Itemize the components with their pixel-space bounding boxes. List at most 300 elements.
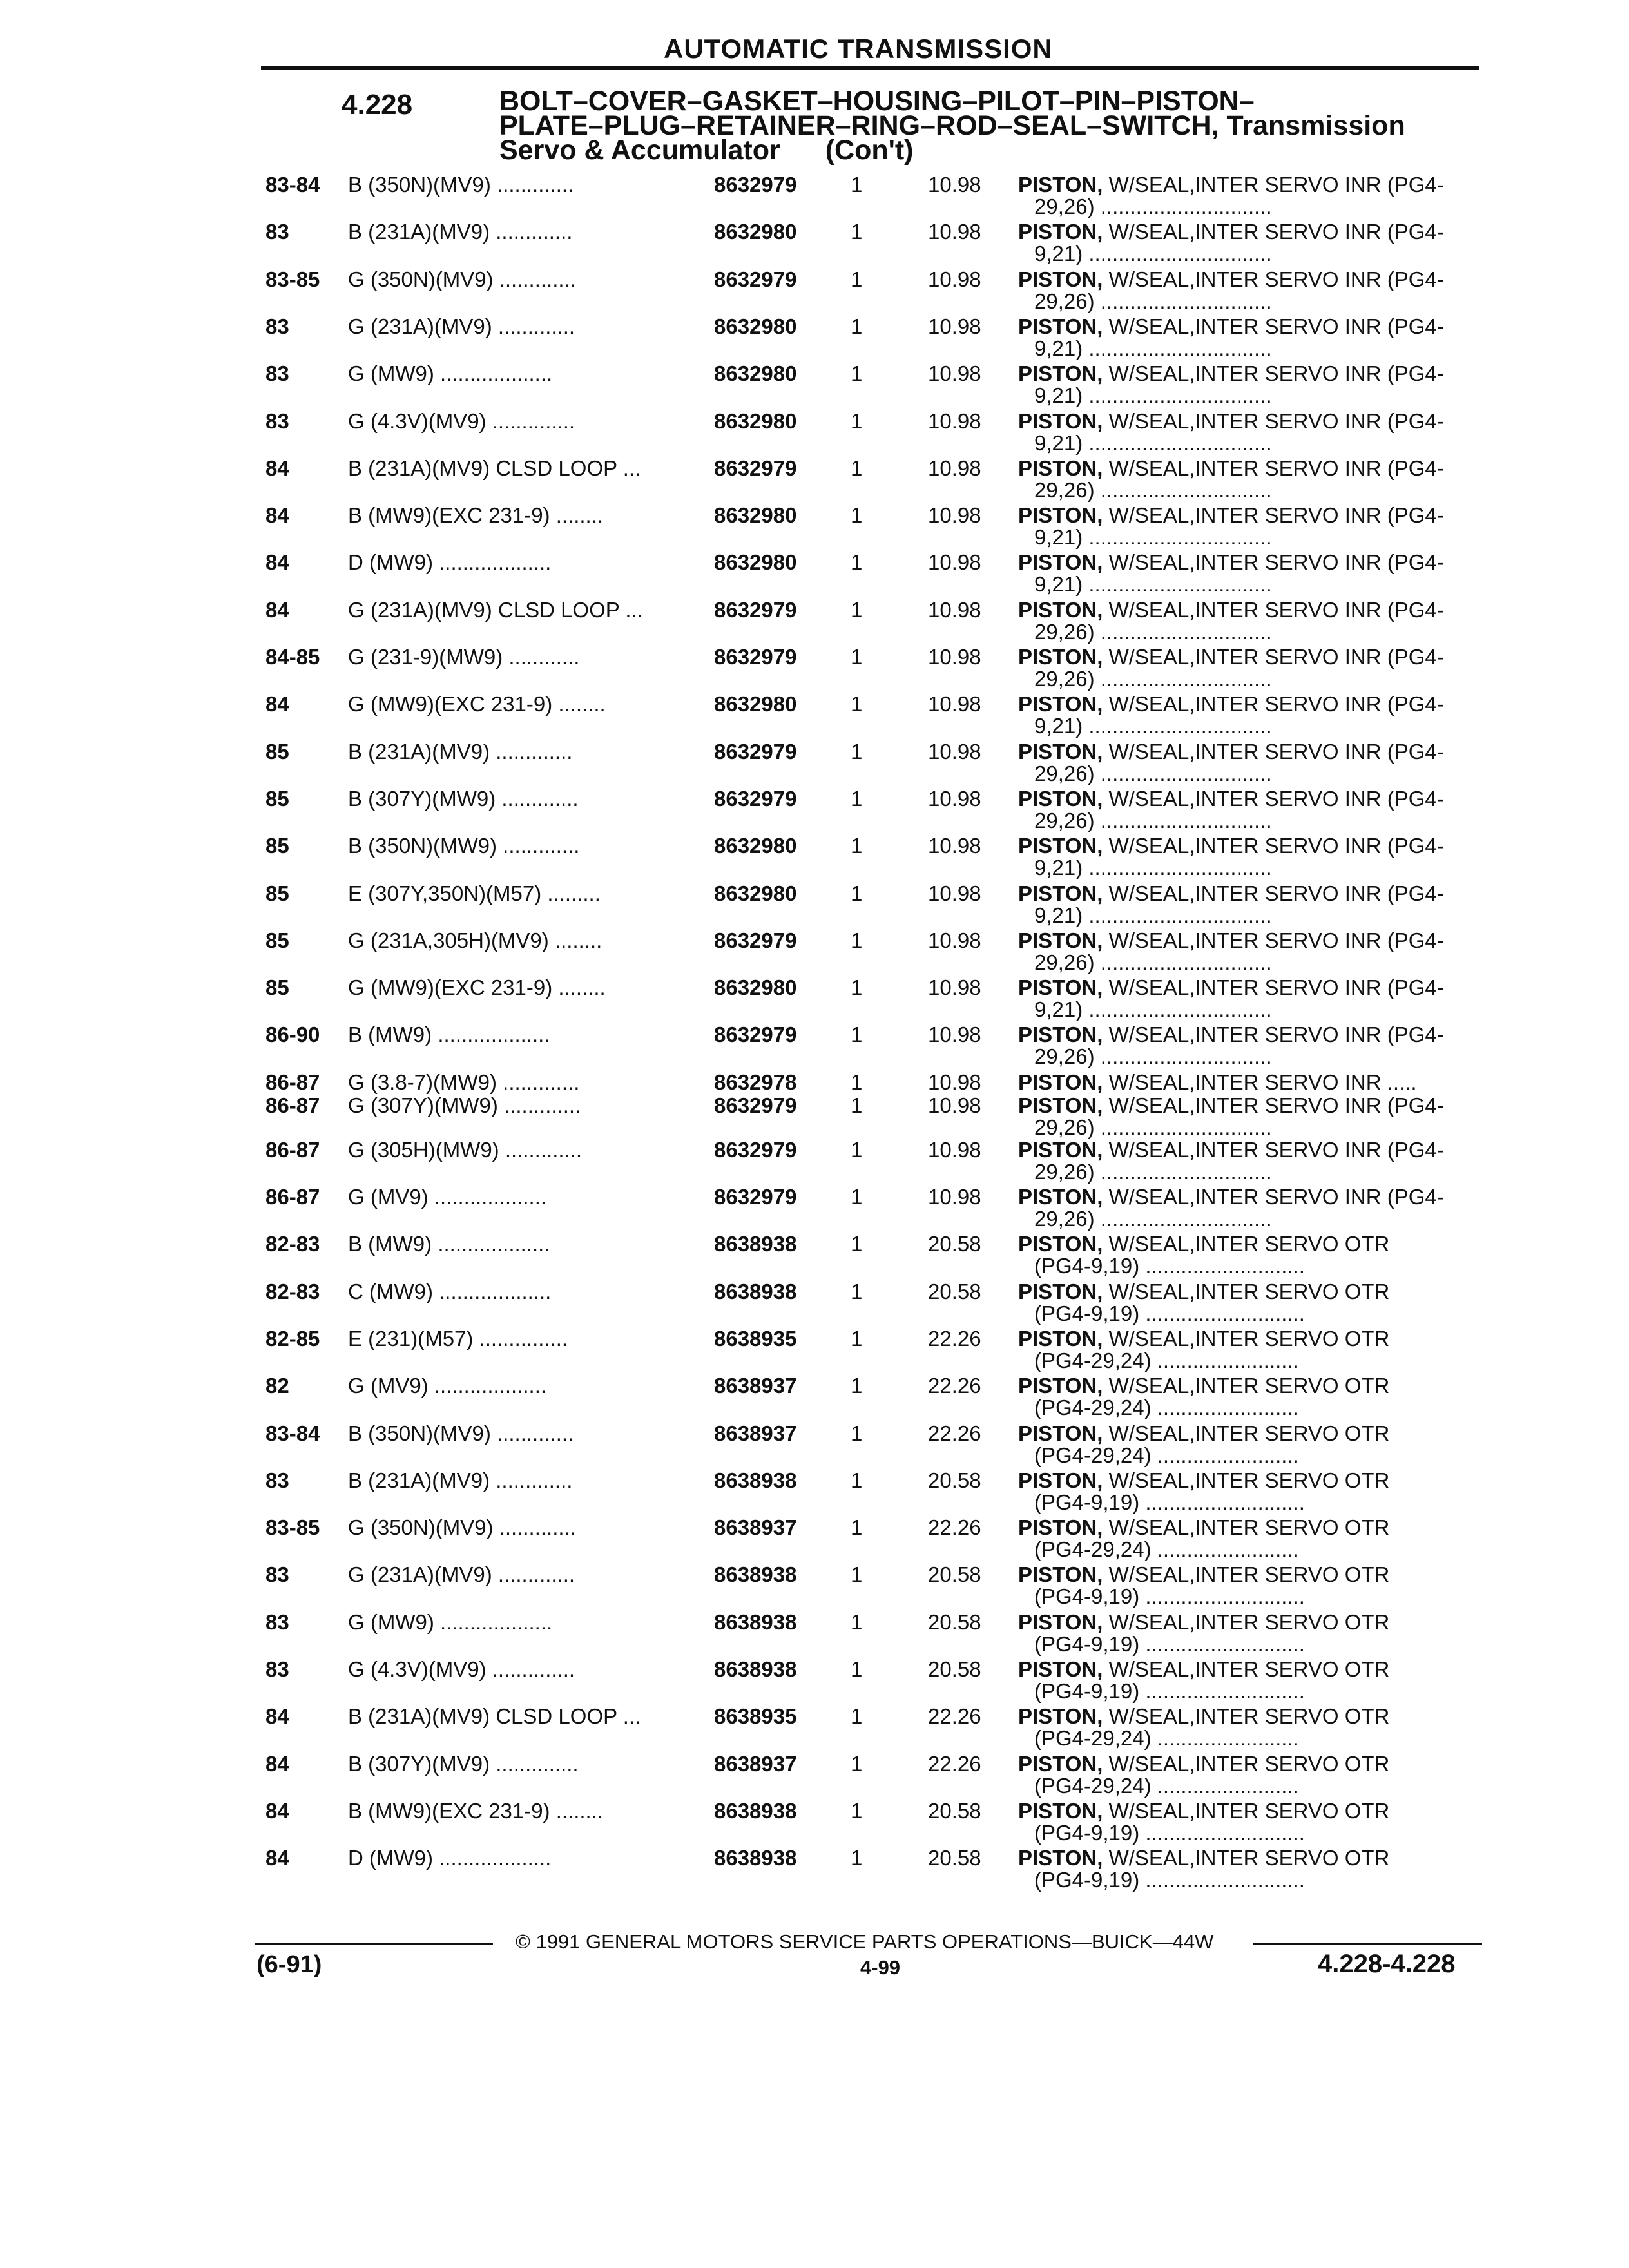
table-row: [0, 1468, 1629, 1514]
row-description-part-name: PISTON,: [1018, 1562, 1103, 1587]
row-description-part-name: PISTON,: [1018, 1374, 1103, 1398]
row-quantity: 1: [851, 173, 863, 197]
row-description: [1018, 1799, 1482, 1823]
row-part-number: 8638937: [714, 1515, 797, 1540]
row-description-part-name: PISTON,: [1018, 1023, 1103, 1047]
row-part-number: 8638938: [714, 1846, 797, 1870]
row-description-text: W/SEAL,INTER SERVO INR (PG4-: [1103, 645, 1444, 669]
row-description: [1018, 1468, 1482, 1493]
row-part-number: 8632980: [714, 692, 797, 716]
row-description: [1018, 1093, 1482, 1118]
row-description-text: W/SEAL,INTER SERVO OTR: [1103, 1232, 1390, 1256]
row-quantity: 1: [851, 645, 863, 669]
row-year: 84: [265, 1846, 289, 1870]
row-quantity: 1: [851, 1137, 863, 1162]
row-description-part-name: PISTON,: [1018, 408, 1103, 433]
row-year: 86-87: [265, 1185, 320, 1209]
row-description-text: W/SEAL,INTER SERVO INR (PG4-: [1103, 220, 1444, 244]
row-description-text: W/SEAL,INTER SERVO INR (PG4-: [1103, 361, 1444, 386]
row-description-part-name: PISTON,: [1018, 975, 1103, 1000]
row-description-part-name: PISTON,: [1018, 597, 1103, 622]
row-year: 84: [265, 503, 289, 528]
section-title-line3: Servo & Accumulator: [499, 135, 780, 166]
row-part-number: 8638935: [714, 1326, 797, 1350]
table-row: [0, 787, 1629, 832]
row-price: 10.98: [928, 834, 981, 858]
row-description: [1018, 975, 1482, 1000]
row-description-continued: (PG4-9,19) ...........................: [1034, 1820, 1305, 1845]
row-model: G (MV9) ...................: [348, 1185, 547, 1209]
row-price: 10.98: [928, 220, 981, 244]
row-description: [1018, 834, 1482, 858]
row-model: G (MW9) ...................: [348, 1610, 553, 1634]
row-description-part-name: PISTON,: [1018, 1704, 1103, 1729]
row-part-number: 8632980: [714, 408, 797, 433]
row-description: [1018, 787, 1482, 811]
table-row: [0, 361, 1629, 407]
row-price: 10.98: [928, 1070, 981, 1094]
row-description: [1018, 1138, 1482, 1162]
table-row: [0, 928, 1629, 974]
row-price: 10.98: [928, 786, 981, 811]
row-price: 22.26: [928, 1421, 981, 1445]
row-description: [1018, 173, 1482, 197]
row-model: G (307Y)(MW9) .............: [348, 1093, 581, 1117]
row-description-continued: (PG4-29,24) ........................: [1034, 1396, 1299, 1420]
row-description-part-name: PISTON,: [1018, 692, 1103, 716]
row-description-part-name: PISTON,: [1018, 1657, 1103, 1681]
row-price: 22.26: [928, 1704, 981, 1729]
row-price: 20.58: [928, 1657, 981, 1681]
row-price: 10.98: [928, 739, 981, 764]
row-price: 10.98: [928, 1023, 981, 1047]
row-year: 83: [265, 1610, 289, 1634]
row-description: [1018, 314, 1482, 339]
row-description: [1018, 1515, 1482, 1540]
row-description: [1018, 1232, 1482, 1256]
footer-rule-right: [1253, 1943, 1482, 1945]
row-description: [1018, 740, 1482, 764]
row-model: B (231A)(MV9) CLSD LOOP ...: [348, 1704, 641, 1729]
row-description-part-name: PISTON,: [1018, 834, 1103, 858]
row-description: [1018, 645, 1482, 669]
row-description-continued: 9,21) ...............................: [1034, 997, 1272, 1022]
row-quantity: 1: [851, 314, 863, 338]
row-part-number: 8638938: [714, 1657, 797, 1681]
row-description-continued: 9,21) ...............................: [1034, 430, 1272, 455]
row-description-continued: 29,26) .............................: [1034, 1207, 1272, 1231]
table-row: [0, 1752, 1629, 1797]
row-description-part-name: PISTON,: [1018, 361, 1103, 386]
row-description-text: W/SEAL,INTER SERVO INR (PG4-: [1103, 975, 1444, 1000]
row-part-number: 8632979: [714, 173, 797, 197]
row-year: 84: [265, 1751, 289, 1776]
row-part-number: 8638938: [714, 1468, 797, 1492]
row-description-text: W/SEAL,INTER SERVO INR (PG4-: [1103, 1093, 1444, 1117]
row-description-part-name: PISTON,: [1018, 456, 1103, 480]
table-row: [0, 456, 1629, 501]
row-description: [1018, 1421, 1482, 1446]
row-part-number: 8632978: [714, 1070, 797, 1094]
row-description: [1018, 1280, 1482, 1304]
row-description-part-name: PISTON,: [1018, 1798, 1103, 1823]
row-quantity: 1: [851, 1326, 863, 1350]
table-row: [0, 1023, 1629, 1068]
row-price: 10.98: [928, 928, 981, 952]
row-year: 85: [265, 834, 289, 858]
row-description-part-name: PISTON,: [1018, 550, 1103, 575]
row-model: G (MW9) ...................: [348, 361, 553, 386]
row-quantity: 1: [851, 597, 863, 622]
table-row: [0, 1232, 1629, 1277]
row-description-part-name: PISTON,: [1018, 1610, 1103, 1634]
row-quantity: 1: [851, 456, 863, 480]
row-quantity: 1: [851, 1232, 863, 1256]
row-model: B (231A)(MV9) CLSD LOOP ...: [348, 456, 641, 480]
row-model: G (350N)(MV9) .............: [348, 1515, 576, 1540]
row-description: [1018, 503, 1482, 528]
row-price: 10.98: [928, 456, 981, 480]
row-description-continued: 29,26) .............................: [1034, 195, 1272, 218]
row-part-number: 8632980: [714, 550, 797, 575]
row-quantity: 1: [851, 1846, 863, 1870]
table-row: [0, 1515, 1629, 1561]
row-quantity: 1: [851, 1279, 863, 1303]
row-quantity: 1: [851, 1023, 863, 1047]
row-description-continued: 29,26) .............................: [1034, 950, 1272, 974]
row-description-part-name: PISTON,: [1018, 1468, 1103, 1492]
row-part-number: 8638938: [714, 1279, 797, 1303]
row-description-continued: (PG4-29,24) ........................: [1034, 1773, 1299, 1798]
row-quantity: 1: [851, 1070, 863, 1094]
row-model: G (4.3V)(MV9) ..............: [348, 1657, 575, 1681]
row-year: 83: [265, 361, 289, 386]
row-description-text: W/SEAL,INTER SERVO INR (PG4-: [1103, 834, 1444, 858]
row-price: 10.98: [928, 1185, 981, 1209]
row-price: 10.98: [928, 597, 981, 622]
row-year: 83-84: [265, 173, 320, 197]
row-description-continued: (PG4-29,24) ........................: [1034, 1726, 1299, 1751]
row-description-part-name: PISTON,: [1018, 881, 1103, 905]
row-description-text: W/SEAL,INTER SERVO OTR: [1103, 1468, 1390, 1492]
row-part-number: 8632979: [714, 1093, 797, 1117]
row-model: B (MW9)(EXC 231-9) ........: [348, 503, 604, 528]
row-price: 22.26: [928, 1326, 981, 1350]
row-model: B (231A)(MV9) .............: [348, 739, 573, 764]
row-part-number: 8632979: [714, 645, 797, 669]
table-row: [0, 1610, 1629, 1655]
row-model: D (MW9) ...................: [348, 550, 552, 575]
row-description-text: W/SEAL,INTER SERVO OTR: [1103, 1279, 1390, 1303]
row-year: 82-83: [265, 1279, 320, 1303]
row-year: 83: [265, 1657, 289, 1681]
row-model: G (MW9)(EXC 231-9) ........: [348, 975, 606, 1000]
row-year: 84: [265, 597, 289, 622]
row-part-number: 8632980: [714, 314, 797, 338]
row-year: 85: [265, 881, 289, 905]
row-year: 84-85: [265, 645, 320, 669]
row-description: [1018, 1657, 1482, 1682]
row-quantity: 1: [851, 1610, 863, 1634]
row-year: 84: [265, 1704, 289, 1729]
row-year: 83: [265, 1468, 289, 1492]
row-part-number: 8638938: [714, 1610, 797, 1634]
row-description-continued: 29,26) .............................: [1034, 619, 1272, 644]
row-part-number: 8632979: [714, 597, 797, 622]
table-row: [0, 1374, 1629, 1419]
row-quantity: 1: [851, 408, 863, 433]
row-description-continued: 29,26) .............................: [1034, 667, 1272, 691]
row-price: 20.58: [928, 1279, 981, 1303]
row-description-text: W/SEAL,INTER SERVO INR .....: [1103, 1070, 1417, 1094]
row-quantity: 1: [851, 1374, 863, 1398]
row-description-continued: (PG4-9,19) ...........................: [1034, 1490, 1305, 1514]
row-year: 83: [265, 220, 289, 244]
row-model: B (350N)(MW9) .............: [348, 834, 580, 858]
table-row: [0, 1799, 1629, 1844]
row-description-text: W/SEAL,INTER SERVO OTR: [1103, 1846, 1390, 1870]
row-description: [1018, 598, 1482, 622]
row-description-text: W/SEAL,INTER SERVO INR (PG4-: [1103, 314, 1444, 338]
row-description-text: W/SEAL,INTER SERVO OTR: [1103, 1610, 1390, 1634]
row-description-text: W/SEAL,INTER SERVO OTR: [1103, 1657, 1390, 1681]
row-model: G (231A,305H)(MV9) ........: [348, 928, 602, 952]
row-description-continued: 9,21) ...............................: [1034, 572, 1272, 597]
table-row: [0, 409, 1629, 454]
footer-page-number: 4-99: [860, 1956, 901, 1979]
row-description-part-name: PISTON,: [1018, 1279, 1103, 1303]
row-description: [1018, 1704, 1482, 1729]
table-row: [0, 645, 1629, 690]
table-row: [0, 975, 1629, 1021]
row-description-part-name: PISTON,: [1018, 1515, 1103, 1540]
row-description-continued: (PG4-9,19) ...........................: [1034, 1584, 1305, 1609]
row-description: [1018, 550, 1482, 575]
row-description-part-name: PISTON,: [1018, 1846, 1103, 1870]
row-description: [1018, 267, 1482, 292]
table-row: [0, 1704, 1629, 1749]
row-description: [1018, 456, 1482, 481]
row-price: 10.98: [928, 975, 981, 1000]
row-quantity: 1: [851, 503, 863, 528]
row-description-part-name: PISTON,: [1018, 1421, 1103, 1445]
row-description-continued: 29,26) .............................: [1034, 477, 1272, 502]
row-description-text: W/SEAL,INTER SERVO INR (PG4-: [1103, 1137, 1444, 1162]
row-quantity: 1: [851, 1421, 863, 1445]
row-description-continued: 29,26) .............................: [1034, 1044, 1272, 1069]
row-part-number: 8632979: [714, 267, 797, 291]
row-description-text: W/SEAL,INTER SERVO OTR: [1103, 1562, 1390, 1587]
row-description-continued: 29,26) .............................: [1034, 289, 1272, 313]
row-model: B (350N)(MV9) .............: [348, 1421, 574, 1445]
row-description: [1018, 1023, 1482, 1047]
row-description-text: W/SEAL,INTER SERVO INR (PG4-: [1103, 1185, 1444, 1209]
row-part-number: 8632980: [714, 834, 797, 858]
row-price: 10.98: [928, 1137, 981, 1162]
table-row: [0, 834, 1629, 879]
row-description-text: W/SEAL,INTER SERVO INR (PG4-: [1103, 786, 1444, 811]
row-quantity: 1: [851, 739, 863, 764]
row-description-continued: (PG4-29,24) ........................: [1034, 1537, 1299, 1562]
row-quantity: 1: [851, 1468, 863, 1492]
row-part-number: 8632979: [714, 739, 797, 764]
row-part-number: 8632979: [714, 1137, 797, 1162]
row-part-number: 8638938: [714, 1798, 797, 1823]
section-number: 4.228: [342, 89, 413, 120]
row-description-part-name: PISTON,: [1018, 267, 1103, 291]
row-description-text: W/SEAL,INTER SERVO INR (PG4-: [1103, 456, 1444, 480]
row-year: 82-83: [265, 1232, 320, 1256]
row-description-text: W/SEAL,INTER SERVO INR (PG4-: [1103, 173, 1444, 197]
row-description-text: W/SEAL,INTER SERVO OTR: [1103, 1374, 1390, 1398]
row-description-part-name: PISTON,: [1018, 739, 1103, 764]
row-year: 86-87: [265, 1137, 320, 1162]
row-model: B (MW9) ...................: [348, 1023, 550, 1047]
row-year: 84: [265, 550, 289, 575]
table-row: [0, 740, 1629, 785]
row-description-text: W/SEAL,INTER SERVO INR (PG4-: [1103, 267, 1444, 291]
row-description: [1018, 1752, 1482, 1776]
table-row: [0, 1327, 1629, 1372]
row-description-text: W/SEAL,INTER SERVO INR (PG4-: [1103, 408, 1444, 433]
row-description: [1018, 1374, 1482, 1398]
row-price: 10.98: [928, 881, 981, 905]
row-description-continued: 9,21) ...............................: [1034, 242, 1272, 266]
row-description-continued: (PG4-9,19) ...........................: [1034, 1254, 1305, 1278]
row-year: 83-85: [265, 267, 320, 291]
row-price: 22.26: [928, 1374, 981, 1398]
row-year: 84: [265, 1798, 289, 1823]
row-year: 86-87: [265, 1093, 320, 1117]
row-year: 84: [265, 456, 289, 480]
row-part-number: 8632980: [714, 220, 797, 244]
row-year: 85: [265, 975, 289, 1000]
row-description-continued: 9,21) ...............................: [1034, 903, 1272, 927]
row-part-number: 8632979: [714, 928, 797, 952]
row-quantity: 1: [851, 1562, 863, 1587]
table-row: [0, 1846, 1629, 1891]
footer-rule-left: [255, 1943, 493, 1945]
table-row: [0, 1138, 1629, 1183]
row-description-continued: (PG4-9,19) ...........................: [1034, 1301, 1305, 1325]
row-description-part-name: PISTON,: [1018, 645, 1103, 669]
row-model: G (MV9) ...................: [348, 1374, 547, 1398]
row-quantity: 1: [851, 1704, 863, 1729]
section-title-line2: PLATE–PLUG–RETAINER–RING–ROD–SEAL–SWITCH, Transmission: [499, 110, 1405, 141]
row-description-part-name: PISTON,: [1018, 1326, 1103, 1350]
row-description: [1018, 928, 1482, 953]
row-description-text: W/SEAL,INTER SERVO INR (PG4-: [1103, 597, 1444, 622]
page-header-title: AUTOMATIC TRANSMISSION: [664, 34, 1053, 64]
row-description-text: W/SEAL,INTER SERVO INR (PG4-: [1103, 692, 1444, 716]
row-part-number: 8632980: [714, 503, 797, 528]
row-model: G (305H)(MW9) .............: [348, 1137, 583, 1162]
row-description-part-name: PISTON,: [1018, 503, 1103, 528]
row-part-number: 8632980: [714, 881, 797, 905]
row-description: [1018, 409, 1482, 434]
row-year: 83: [265, 408, 289, 433]
row-description-part-name: PISTON,: [1018, 1070, 1103, 1094]
row-quantity: 1: [851, 550, 863, 575]
table-row: [0, 1657, 1629, 1702]
row-price: 20.58: [928, 1562, 981, 1587]
row-year: 86-87: [265, 1070, 320, 1094]
footer-date: (6-91): [256, 1951, 322, 1978]
row-quantity: 1: [851, 834, 863, 858]
row-description-continued: (PG4-29,24) ........................: [1034, 1443, 1299, 1467]
row-description: [1018, 1610, 1482, 1635]
row-quantity: 1: [851, 786, 863, 811]
row-year: 85: [265, 786, 289, 811]
row-model: B (350N)(MV9) .............: [348, 173, 574, 197]
row-description-continued: (PG4-9,19) ...........................: [1034, 1679, 1305, 1703]
row-description-continued: 9,21) ...............................: [1034, 714, 1272, 738]
row-description-continued: 29,26) .............................: [1034, 761, 1272, 785]
row-description-text: W/SEAL,INTER SERVO OTR: [1103, 1421, 1390, 1445]
row-description-continued: 29,26) .............................: [1034, 808, 1272, 832]
section-continued: (Con't): [825, 135, 914, 166]
row-part-number: 8638938: [714, 1562, 797, 1587]
table-row: [0, 692, 1629, 737]
row-description-text: W/SEAL,INTER SERVO OTR: [1103, 1515, 1390, 1540]
row-description: [1018, 881, 1482, 906]
row-description: [1018, 1070, 1482, 1095]
row-description: [1018, 1562, 1482, 1587]
row-description-part-name: PISTON,: [1018, 786, 1103, 811]
row-price: 22.26: [928, 1751, 981, 1776]
row-part-number: 8638937: [714, 1421, 797, 1445]
row-price: 10.98: [928, 314, 981, 338]
row-description-part-name: PISTON,: [1018, 173, 1103, 197]
section-title-line1: BOLT–COVER–GASKET–HOUSING–PILOT–PIN–PISTON–: [499, 86, 1255, 117]
row-price: 10.98: [928, 1093, 981, 1117]
row-description-continued: 9,21) ...............................: [1034, 525, 1272, 550]
row-description-continued: 9,21) ...............................: [1034, 336, 1272, 360]
table-row: [0, 220, 1629, 265]
row-description-text: W/SEAL,INTER SERVO INR (PG4-: [1103, 881, 1444, 905]
row-description-continued: 9,21) ...............................: [1034, 383, 1272, 408]
row-description-text: W/SEAL,INTER SERVO OTR: [1103, 1704, 1390, 1729]
row-year: 83: [265, 314, 289, 338]
row-year: 83-85: [265, 1515, 320, 1540]
row-quantity: 1: [851, 1093, 863, 1117]
row-description-continued: (PG4-9,19) ...........................: [1034, 1631, 1305, 1656]
row-description-text: W/SEAL,INTER SERVO OTR: [1103, 1751, 1390, 1776]
row-price: 22.26: [928, 1515, 981, 1540]
row-description-continued: 29,26) .............................: [1034, 1159, 1272, 1184]
row-description-part-name: PISTON,: [1018, 314, 1103, 338]
row-quantity: 1: [851, 1751, 863, 1776]
row-description-text: W/SEAL,INTER SERVO INR (PG4-: [1103, 550, 1444, 575]
table-row: [0, 1093, 1629, 1139]
table-row: [0, 314, 1629, 360]
row-part-number: 8632979: [714, 456, 797, 480]
row-description-text: W/SEAL,INTER SERVO INR (PG4-: [1103, 1023, 1444, 1047]
row-quantity: 1: [851, 692, 863, 716]
row-description-text: W/SEAL,INTER SERVO OTR: [1103, 1326, 1390, 1350]
row-description-continued: (PG4-29,24) ........................: [1034, 1348, 1299, 1372]
row-quantity: 1: [851, 975, 863, 1000]
row-quantity: 1: [851, 361, 863, 386]
row-model: B (231A)(MV9) .............: [348, 1468, 573, 1492]
row-model: B (307Y)(MW9) .............: [348, 786, 579, 811]
row-quantity: 1: [851, 1798, 863, 1823]
row-description-text: W/SEAL,INTER SERVO INR (PG4-: [1103, 503, 1444, 528]
row-price: 10.98: [928, 645, 981, 669]
row-description: [1018, 692, 1482, 716]
row-description-part-name: PISTON,: [1018, 1232, 1103, 1256]
row-part-number: 8638938: [714, 1232, 797, 1256]
